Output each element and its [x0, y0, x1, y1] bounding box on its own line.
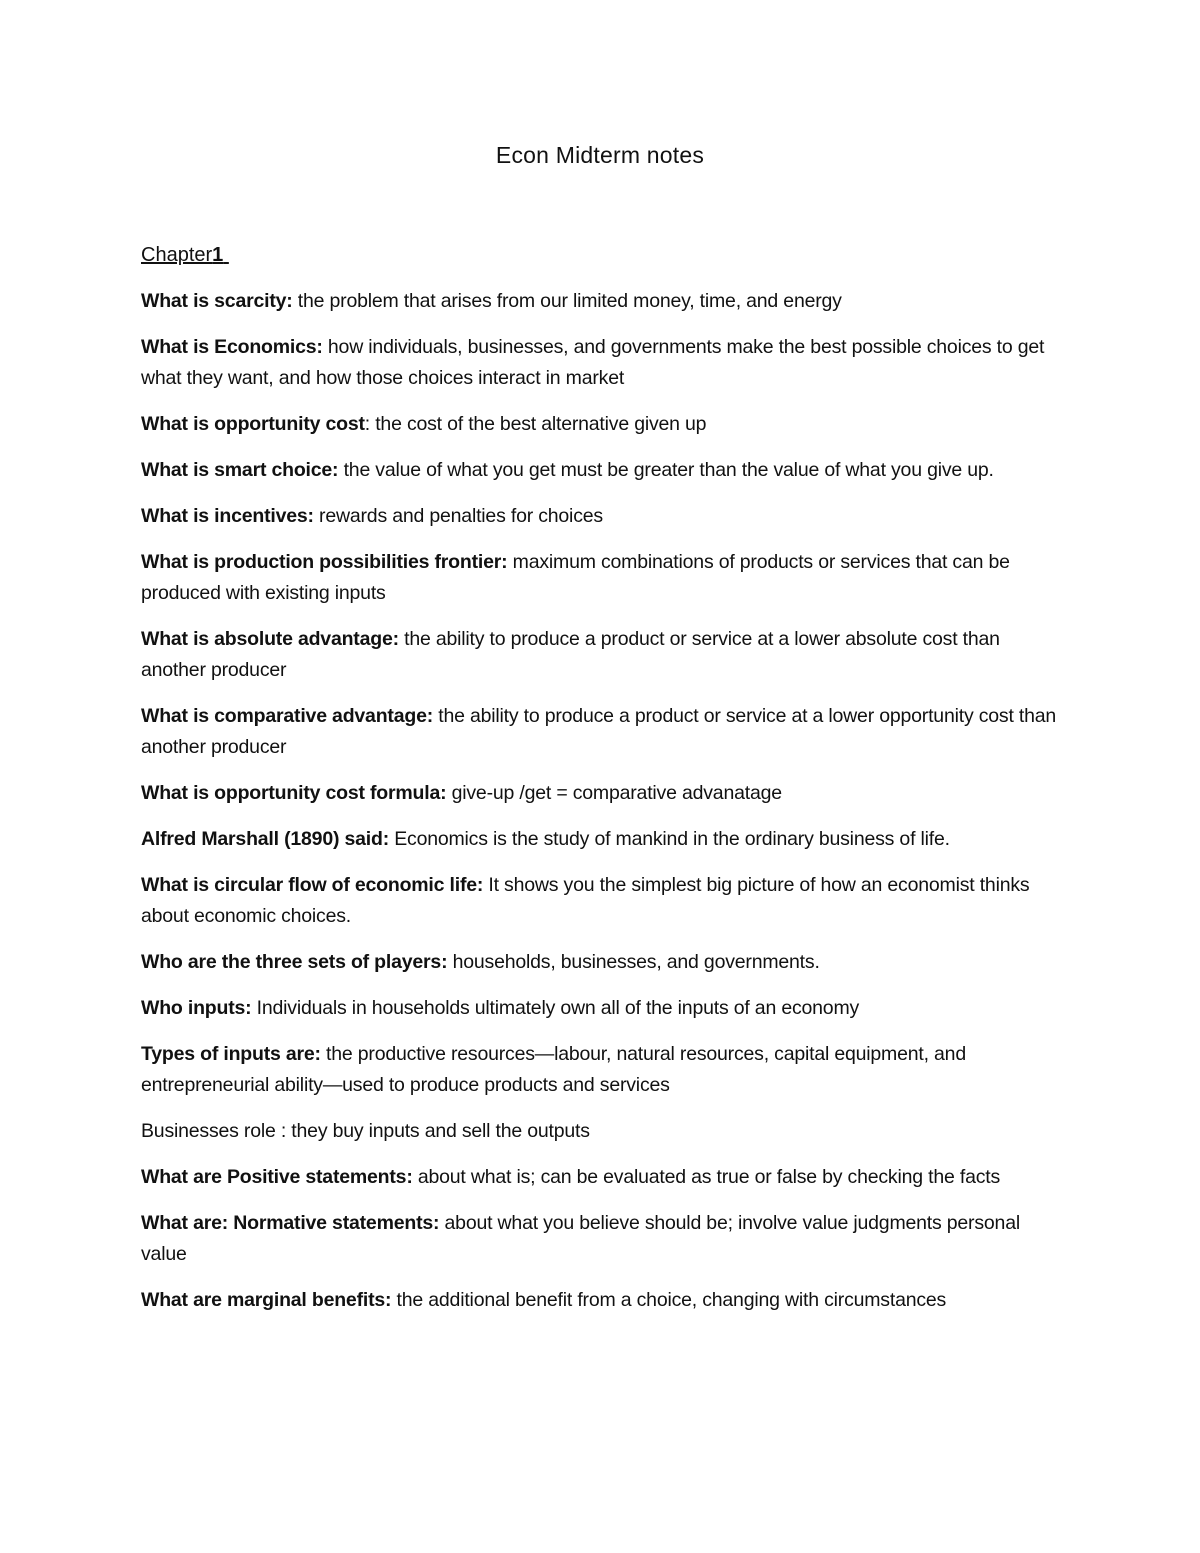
note-paragraph — [141, 993, 1061, 1024]
note-paragraph — [141, 501, 1061, 532]
note-definition: Individuals in households ultimately own all of the inputs of an economy — [251, 997, 860, 1019]
note-paragraph — [141, 824, 1061, 855]
note-definition: : the cost of the best alternative given up — [364, 413, 707, 435]
note-paragraph — [141, 870, 1061, 932]
document-title: Econ Midterm notes — [495, 142, 705, 168]
note-paragraph — [141, 409, 1061, 440]
note-term: What is absolute advantage: — [141, 628, 399, 650]
note-definition: they buy inputs and sell the outputs — [286, 1120, 590, 1142]
note-term: What is incentives: — [141, 505, 314, 527]
note-definition: maximum combinations of products or services that can be produced with existing inputs — [141, 551, 1010, 604]
note-term: What is Economics: — [141, 336, 323, 358]
note-paragraph — [141, 701, 1061, 763]
chapter-heading — [141, 240, 1061, 271]
note-term: What is smart choice: — [141, 459, 339, 481]
note-paragraph — [141, 1208, 1061, 1270]
note-term: Types of inputs are: — [141, 1043, 321, 1065]
chapter-number: 1 — [212, 244, 224, 266]
note-paragraph — [141, 286, 1061, 317]
notes-list — [141, 286, 1061, 1316]
note-term: What is opportunity cost — [141, 413, 365, 435]
note-term: What are marginal benefits: — [141, 1289, 392, 1311]
note-definition: the value of what you get must be greater than the value of what you give up. — [338, 459, 994, 481]
note-definition: households, businesses, and governments. — [447, 951, 820, 973]
note-definition: rewards and penalties for choices — [313, 505, 603, 527]
document-body — [141, 240, 1061, 1331]
chapter-label: Chapter — [141, 244, 213, 266]
note-definition: It shows you the simplest big picture of how an economist thinks about economic choices. — [141, 874, 1030, 927]
note-paragraph — [141, 547, 1061, 609]
note-term: Who are the three sets of players: — [141, 951, 448, 973]
note-term: What is scarcity: — [141, 290, 293, 312]
note-term: Who inputs: — [141, 997, 252, 1019]
note-definition: how individuals, businesses, and governments make the best possible choices to get what they want, and how those choices interact in market — [141, 336, 1045, 389]
note-paragraph — [141, 947, 1061, 978]
note-term: Alfred Marshall (1890) said: — [141, 828, 389, 850]
note-term: What is opportunity cost formula: — [141, 782, 447, 804]
note-term: What is production possibilities frontier: — [141, 551, 508, 573]
note-definition: the additional benefit from a choice, changing with circumstances — [391, 1289, 947, 1311]
note-definition: the productive resources—labour, natural resources, capital equipment, and entrepreneurial ability—used to produce products and services — [141, 1043, 966, 1096]
note-definition: give-up /get = comparative advanatage — [446, 782, 782, 804]
note-definition: the problem that arises from our limited money, time, and energy — [292, 290, 842, 312]
note-term: What are: Normative statements: — [141, 1212, 440, 1234]
note-definition: Economics is the study of mankind in the ordinary business of life. — [389, 828, 950, 850]
note-term: What are Positive statements: — [141, 1166, 413, 1188]
note-definition: the ability to produce a product or service at a lower opportunity cost than another producer — [141, 705, 1057, 758]
note-paragraph — [141, 1116, 1061, 1147]
note-definition: the ability to produce a product or service at a lower absolute cost than another producer — [141, 628, 1000, 681]
note-paragraph — [141, 1285, 1061, 1316]
note-definition: about what you believe should be; involve value judgments personal value — [141, 1212, 1020, 1265]
note-paragraph — [141, 778, 1061, 809]
note-term: What is comparative advantage: — [141, 705, 434, 727]
note-term: What is circular flow of economic life: — [141, 874, 484, 896]
note-term: Businesses role : — [141, 1120, 287, 1142]
note-paragraph — [141, 1162, 1061, 1193]
note-paragraph — [141, 1039, 1061, 1101]
note-paragraph — [141, 624, 1061, 686]
note-paragraph — [141, 455, 1061, 486]
note-definition: about what is; can be evaluated as true or false by checking the facts — [412, 1166, 1001, 1188]
note-paragraph — [141, 332, 1061, 394]
